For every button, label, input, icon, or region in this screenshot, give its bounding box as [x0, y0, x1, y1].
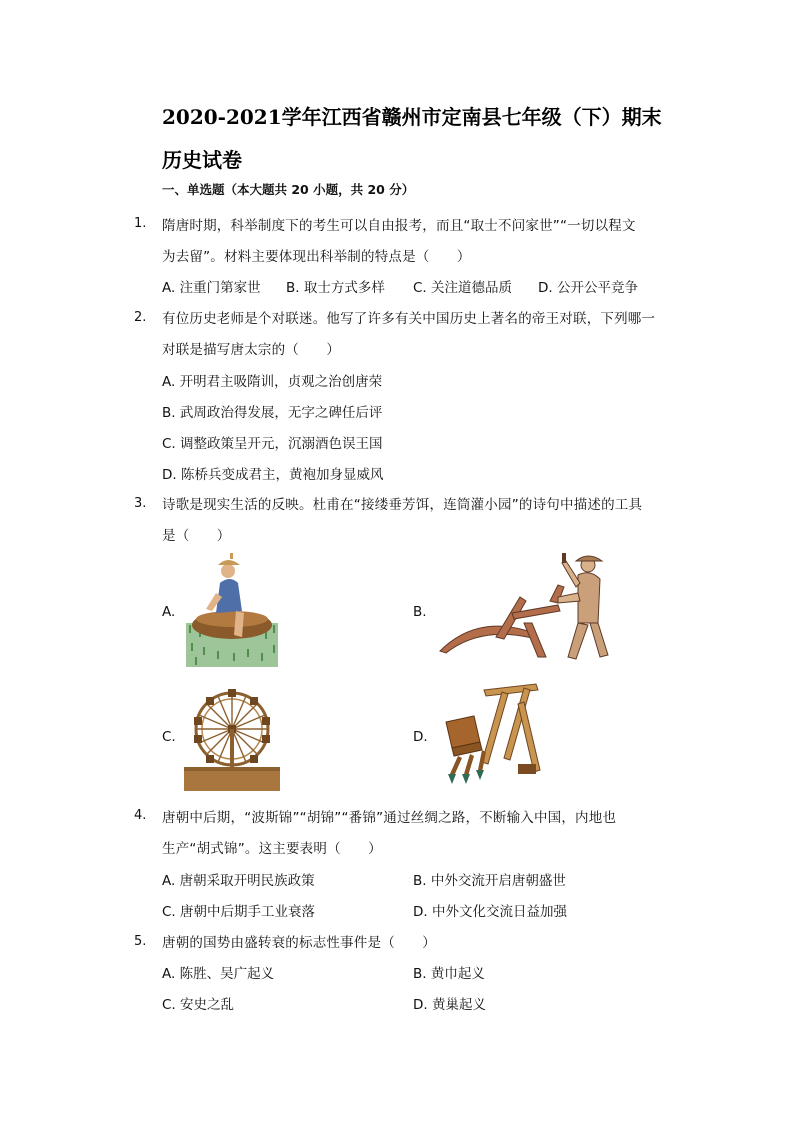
option-d-picture — [444, 682, 544, 786]
question-3-text-line-1: 诗歌是现实生活的反映。杜甫在“接缕垂芳饵，连筒灌小园”的诗句中描述的工具 — [162, 497, 643, 513]
question-4-option-b: B. 中外交流开启唐朝盛世 — [413, 873, 566, 889]
question-2-text-line-1: 有位历史老师是个对联迷。他写了许多有关中国历史上著名的帝王对联，下列哪一 — [162, 311, 656, 327]
exam-title-line-1: 2020-2021学年江西省赣州市定南县七年级（下）期末 — [162, 105, 662, 129]
question-5-option-b: B. 黄巾起义 — [413, 966, 485, 982]
option-a-picture — [186, 553, 278, 667]
question-3-option-a: A. — [162, 604, 176, 620]
question-3-option-c: C. — [162, 729, 176, 745]
question-1-text-line-1: 隋唐时期，科举制度下的考生可以自由报考，而且“取士不问家世”“一切以程文 — [162, 218, 636, 234]
question-4-option-d: D. 中外文化交流日益加强 — [413, 904, 567, 920]
question-5-option-a: A. 陈胜、吴广起义 — [162, 966, 275, 982]
question-4-option-c: C. 唐朝中后期手工业衰落 — [162, 904, 316, 920]
question-4-number: 4. — [134, 808, 147, 823]
question-4-text-line-2: 生产“胡式锦”。这主要表明（ ） — [162, 841, 382, 857]
option-b-picture — [438, 553, 616, 663]
question-2-option-a: A. 开明君主吸隋训，贞观之治创唐荣 — [162, 374, 383, 390]
question-1-number: 1. — [134, 216, 147, 231]
question-1-text-line-2: 为去留”。材料主要体现出科举制的特点是（ ） — [162, 249, 471, 265]
question-2-number: 2. — [134, 310, 147, 325]
option-c-picture — [184, 683, 280, 791]
question-1-option-c: C. 关注道德品质 — [413, 280, 513, 296]
question-5-option-c: C. 安史之乱 — [162, 997, 235, 1013]
question-3-number: 3. — [134, 496, 147, 511]
exam-title-line-2: 历史试卷 — [162, 148, 242, 172]
question-3-option-d: D. — [413, 729, 428, 745]
question-4-option-a: A. 唐朝采取开明民族政策 — [162, 873, 315, 889]
question-4-text-line-1: 唐朝中后期，“波斯锦”“胡锦”“番锦”通过丝绸之路，不断输入中国，内地也 — [162, 810, 617, 826]
question-1-option-b: B. 取士方式多样 — [286, 280, 385, 296]
question-1-option-d: D. 公开公平竞争 — [538, 280, 638, 296]
question-2-text-line-2: 对联是描写唐太宗的（ ） — [162, 342, 341, 358]
question-3-option-b: B. — [413, 604, 427, 620]
question-2-option-b: B. 武周政治得发展，无字之碑任后评 — [162, 405, 383, 421]
question-2-option-d: D. 陈桥兵变成君主，黄袍加身显威风 — [162, 467, 384, 483]
question-2-option-c: C. 调整政策呈开元，沉溺酒色误王国 — [162, 436, 383, 452]
question-5-text-line-1: 唐朝的国势由盛转衰的标志性事件是（ ） — [162, 935, 436, 951]
question-1-option-a: A. 注重门第家世 — [162, 280, 261, 296]
question-5-option-d: D. 黄巢起义 — [413, 997, 486, 1013]
question-5-number: 5. — [134, 934, 147, 949]
question-3-text-line-2: 是（ ） — [162, 528, 231, 544]
section-heading: 一、单选题（本大题共 20 小题，共 20 分） — [162, 182, 415, 197]
